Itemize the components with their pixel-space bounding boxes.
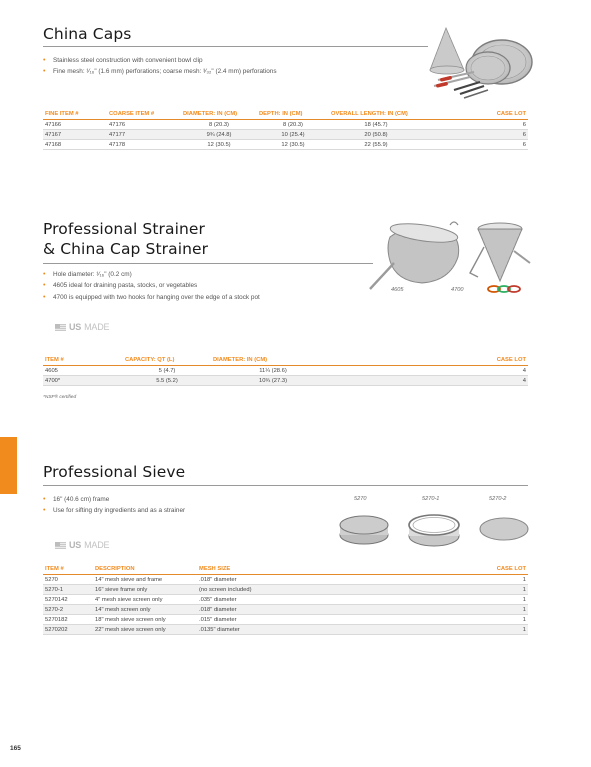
table-cell: 47168 [43, 140, 107, 150]
table-cell: .018" diameter [197, 575, 321, 585]
table-header-row [43, 565, 528, 575]
table-row [43, 120, 528, 130]
us-made-logo: US MADE [55, 540, 109, 550]
china-caps-bullets [43, 55, 277, 78]
column-header: CASE LOT [335, 356, 528, 366]
table-row [43, 366, 528, 376]
table-cell: 1 [321, 605, 528, 615]
table-row [43, 595, 528, 605]
table-cell: 1 [321, 575, 528, 585]
table-cell: 22 (55.9) [329, 140, 423, 150]
table-cell: .018" diameter [197, 605, 321, 615]
column-header: DIAMETER: IN (CM) [181, 110, 257, 120]
image-caption: 5270-1 [422, 496, 440, 502]
strainer-table [43, 356, 528, 386]
table-row [43, 376, 528, 386]
table-cell: 6 [423, 120, 528, 130]
column-header: ITEM # [43, 356, 123, 366]
image-caption: 4605 [391, 287, 404, 293]
table-header-row [43, 110, 528, 120]
table-cell: (no screen included) [197, 585, 321, 595]
sieve-rule [43, 485, 528, 486]
china-caps-product-image [424, 22, 536, 100]
column-header: ITEM # [43, 565, 93, 575]
strainer-rule [43, 263, 373, 264]
strainer-title-line1: Professional Strainer [43, 220, 206, 238]
table-row [43, 575, 528, 585]
table-cell: 1 [321, 615, 528, 625]
us-made-logo: US MADE [55, 322, 109, 332]
table-cell: 6 [423, 130, 528, 140]
column-header: CASE LOT [423, 110, 528, 120]
bullet: • Stainless steel construction with convenient bowl clip [43, 55, 277, 66]
table-cell: 4" mesh sieve screen only [93, 595, 197, 605]
column-header: FINE ITEM # [43, 110, 107, 120]
table-cell: 16" sieve frame only [93, 585, 197, 595]
table-cell: 4 [335, 376, 528, 386]
table-cell: 4 [335, 366, 528, 376]
bullet: • Fine mesh: ¹⁄₁₆" (1.6 mm) perforations; coarse mesh: ³⁄₃₂" (2.4 mm) perforations [43, 66, 277, 77]
table-cell: 1 [321, 595, 528, 605]
image-caption: 5270 [354, 496, 367, 502]
column-header: CASE LOT [321, 565, 528, 575]
table-cell: 47178 [107, 140, 181, 150]
table-cell: 6 [423, 140, 528, 150]
china-caps-title: China Caps [43, 25, 132, 43]
table-cell: 5.5 (5.2) [123, 376, 211, 386]
china-caps-rule [43, 46, 428, 47]
flag-icon [55, 324, 66, 331]
page-number: 165 [10, 745, 21, 752]
table-cell: 9¾ (24.8) [181, 130, 257, 140]
table-row [43, 605, 528, 615]
table-cell: 8 (20.3) [181, 120, 257, 130]
bullet: • 4605 ideal for draining pasta, stocks, or vegetables [43, 280, 260, 291]
table-cell: 11¼ (28.6) [211, 366, 335, 376]
table-row [43, 625, 528, 635]
table-cell: 4605 [43, 366, 123, 376]
table-cell: 5270202 [43, 625, 93, 635]
column-header: DIAMETER: IN (CM) [211, 356, 335, 366]
table-cell: 5270-2 [43, 605, 93, 615]
sieve-bullets [43, 494, 185, 517]
table-cell: 47166 [43, 120, 107, 130]
table-cell: 12 (30.5) [181, 140, 257, 150]
bullet: • 16" (40.6 cm) frame [43, 494, 185, 505]
table-cell: 5270142 [43, 595, 93, 605]
column-header: DEPTH: IN (CM) [257, 110, 329, 120]
image-caption: 5270-2 [489, 496, 507, 502]
table-cell: 14" mesh sieve and frame [93, 575, 197, 585]
table-cell: .0135" diameter [197, 625, 321, 635]
table-cell: 12 (30.5) [257, 140, 329, 150]
image-caption: 4700 [451, 287, 464, 293]
table-cell: 4700* [43, 376, 123, 386]
strainer-title-line2: & China Cap Strainer [43, 240, 209, 258]
table-row [43, 130, 528, 140]
table-cell: 10¾ (27.3) [211, 376, 335, 386]
nsf-note: *NSF® certified [43, 395, 77, 400]
table-row [43, 615, 528, 625]
section-tab-marker [0, 437, 17, 494]
bullet: • 4700 is equipped with two hooks for hanging over the edge of a stock pot [43, 292, 260, 303]
table-cell: 5270-1 [43, 585, 93, 595]
column-header: COARSE ITEM # [107, 110, 181, 120]
bullet: • Use for sifting dry ingredients and as a strainer [43, 505, 185, 516]
column-header: MESH SIZE [197, 565, 321, 575]
strainer-title [43, 219, 208, 259]
table-cell: .015" diameter [197, 615, 321, 625]
table-cell: 1 [321, 585, 528, 595]
table-row [43, 585, 528, 595]
sieve-product-image [334, 505, 534, 555]
table-cell: .035" diameter [197, 595, 321, 605]
column-header: CAPACITY: QT (L) [123, 356, 211, 366]
table-cell: 10 (25.4) [257, 130, 329, 140]
sieve-title: Professional Sieve [43, 463, 186, 481]
table-cell: 5270182 [43, 615, 93, 625]
table-cell: 8 (20.3) [257, 120, 329, 130]
table-cell: 47177 [107, 130, 181, 140]
table-cell: 5 (4.7) [123, 366, 211, 376]
china-caps-table [43, 110, 528, 150]
column-header: OVERALL LENGTH: IN (CM) [329, 110, 423, 120]
table-header-row [43, 356, 528, 366]
table-cell: 5270 [43, 575, 93, 585]
bullet: • Hole diameter: ¹⁄₁₆" (0.2 cm) [43, 269, 260, 280]
table-cell: 18 (45.7) [329, 120, 423, 130]
column-header: DESCRIPTION [93, 565, 197, 575]
table-cell: 18" mesh sieve screen only [93, 615, 197, 625]
table-cell: 20 (50.8) [329, 130, 423, 140]
flag-icon [55, 542, 66, 549]
table-cell: 22" mesh sieve screen only [93, 625, 197, 635]
strainer-bullets [43, 269, 260, 303]
table-cell: 1 [321, 625, 528, 635]
strainer-product-image [364, 217, 536, 297]
table-row [43, 140, 528, 150]
sieve-table [43, 565, 528, 635]
table-cell: 47176 [107, 120, 181, 130]
table-cell: 14" mesh screen only [93, 605, 197, 615]
table-cell: 47167 [43, 130, 107, 140]
